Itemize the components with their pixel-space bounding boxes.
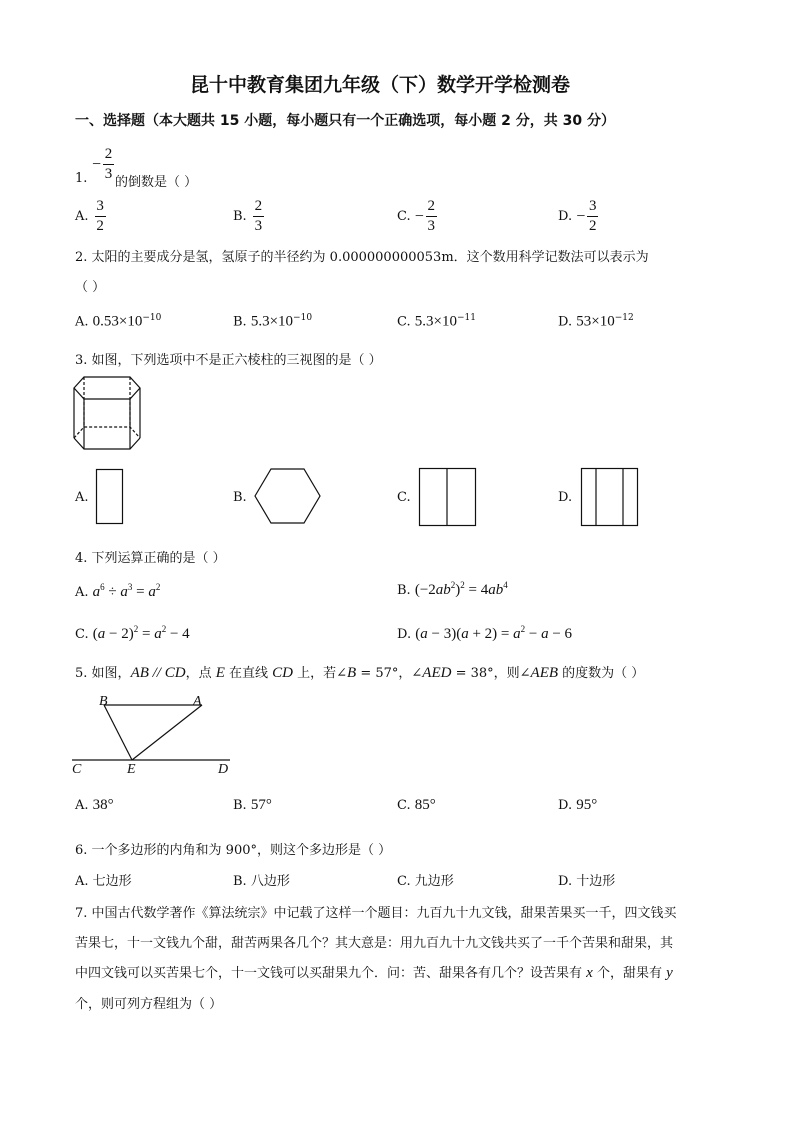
q5-point-d: D [218, 762, 229, 777]
q5-point-c: C [72, 762, 82, 777]
q7-stem-line4: 个，则可列方程组为（ ） [75, 997, 223, 1012]
q6-option-c[interactable]: C. 九边形 [397, 874, 454, 889]
q3-option-d-label[interactable]: D. [558, 490, 573, 505]
q4-option-c[interactable]: C. $(a - 2)^2 = a^2 - 4$ [75, 624, 190, 642]
q1-option-d[interactable]: D. − $\frac{3}{2}$ [558, 198, 597, 234]
q1-stem-text: 的倒数是（ ） [115, 175, 198, 190]
q2-option-c[interactable]: C. $5.3\times 10^{-11}$ [397, 313, 476, 330]
q5-option-b[interactable]: B. 57° [233, 797, 272, 813]
q3-option-a-rectangle[interactable] [96, 469, 124, 525]
page-title: 昆十中教育集团九年级（下）数学开学检测卷 [190, 74, 571, 96]
q6-option-b[interactable]: B. 八边形 [233, 874, 290, 889]
q7-stem-line1: 7. 中国古代数学著作《算法统宗》中记载了这样一个题目：九百九十九文钱，甜果苦果买一千，四文钱买 [75, 906, 677, 921]
q3-option-c-two-panel-rect[interactable] [419, 468, 477, 527]
q5-option-c[interactable]: C. 85° [397, 797, 436, 813]
q1-option-a[interactable]: A. $\frac{3}{2}$ [75, 198, 104, 234]
q6-option-a[interactable]: A. 七边形 [75, 874, 132, 889]
q1-option-c[interactable]: C. − $\frac{2}{3}$ [397, 198, 436, 234]
q5-geometry-figure [70, 692, 240, 782]
q5-point-e: E [127, 762, 136, 777]
q2-option-b[interactable]: B. $5.3\times 10^{-10}$ [233, 313, 313, 330]
q3-option-c-label[interactable]: C. [397, 490, 411, 505]
q3-option-d-three-panel-rect[interactable] [581, 468, 639, 527]
q1-stem-fraction: − $\frac{2}{3}$ [92, 146, 113, 182]
q1-option-b[interactable]: B. $\frac{2}{3}$ [233, 198, 263, 234]
q4-stem: 4. 下列运算正确的是（ ） [75, 551, 226, 566]
q4-option-b[interactable]: B. $(-2ab^2)^2 = 4ab^4$ [397, 580, 508, 598]
q2-stem-line2: （ ） [75, 280, 106, 295]
q2-option-d[interactable]: D. $53\times 10^{-12}$ [558, 313, 634, 330]
q2-option-a[interactable]: A. $0.53\times 10^{-10}$ [75, 313, 162, 330]
q5-stem: 5. 如图，AB // CD，点 E 在直线 CD 上，若∠B = 57°，∠AED = 38°，则∠AEB 的度数为（ ） [75, 665, 645, 681]
q7-stem-line2: 苦果七，十一文钱九个甜，甜苦两果各几个？其大意是：用九百九十九文钱共买了一千个苦果和甜果，其 [75, 936, 674, 951]
q4-option-d[interactable]: D. $(a - 3)(a + 2) = a^2 - a - 6$ [397, 624, 573, 642]
hexagonal-prism-figure [72, 374, 144, 454]
q7-stem-line3: 中四文钱可以买苦果七个，十一文钱可以买甜果九个．问：苦、甜果各有几个？设苦果有 x 个，甜果有 y [75, 965, 673, 981]
q3-option-b-label[interactable]: B. [233, 490, 247, 505]
q1-number: 1. [75, 171, 88, 186]
q3-option-a-label[interactable]: A. [75, 490, 89, 505]
q5-point-a: A [193, 694, 202, 709]
q5-point-b: B [99, 694, 108, 709]
q4-option-a[interactable]: A. $a^6 \div a^3 = a^2$ [75, 582, 161, 600]
q3-stem: 3. 如图，下列选项中不是正六棱柱的三视图的是（ ） [75, 353, 382, 368]
q3-option-b-hexagon[interactable] [254, 468, 322, 526]
q2-stem-line1: 2. 太阳的主要成分是氢，氢原子的半径约为 0.000000000053m．这个数用科学记数法可以表示为 [75, 250, 649, 265]
q6-stem: 6. 一个多边形的内角和为 900°，则这个多边形是（ ） [75, 843, 392, 858]
q6-option-d[interactable]: D. 十边形 [558, 874, 616, 889]
section-heading: 一、选择题（本大题共 15 小题，每小题只有一个正确选项，每小题 2 分，共 30 分） [75, 113, 615, 129]
q5-option-a[interactable]: A. 38° [75, 797, 114, 813]
q5-option-d[interactable]: D. 95° [558, 797, 598, 813]
